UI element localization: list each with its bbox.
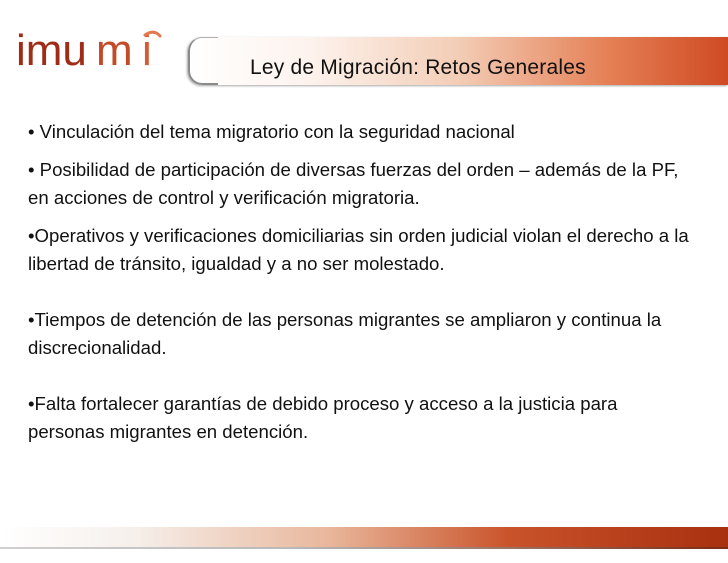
- bullet-paragraph-5: •Falta fortalecer garantías de debido proceso y acceso a la justicia para personas migrantes en detención.: [28, 393, 618, 442]
- imumi-logo-mark: [14, 27, 184, 79]
- bullet-paragraph-4: •Tiempos de detención de las personas migrantes se ampliaron y continua la discrecionalidad.: [28, 309, 662, 358]
- slide-title: Ley de Migración: Retos Generales: [250, 56, 586, 79]
- logo-letters-m: m: [96, 27, 133, 75]
- logo-letters-imu: imu: [16, 27, 87, 75]
- bullet-paragraph-1: • Vinculación del tema migratorio con la seguridad nacional: [28, 121, 515, 142]
- title-bar: [188, 37, 728, 85]
- logo-letter-i: i: [142, 27, 152, 75]
- slide-content: [28, 118, 696, 446]
- bullet-paragraph-3: •Operativos y verificaciones domiciliarias sin orden judicial violan el derecho a la libertad de tránsito, igualdad y a no ser molestado.: [28, 225, 689, 274]
- bullet-paragraph-2: • Posibilidad de participación de diversas fuerzas del orden – además de la PF, en acciones de control y verificación migratoria.: [28, 159, 679, 208]
- bottom-decorative-bar: [0, 527, 728, 549]
- imumi-logo: [14, 27, 184, 79]
